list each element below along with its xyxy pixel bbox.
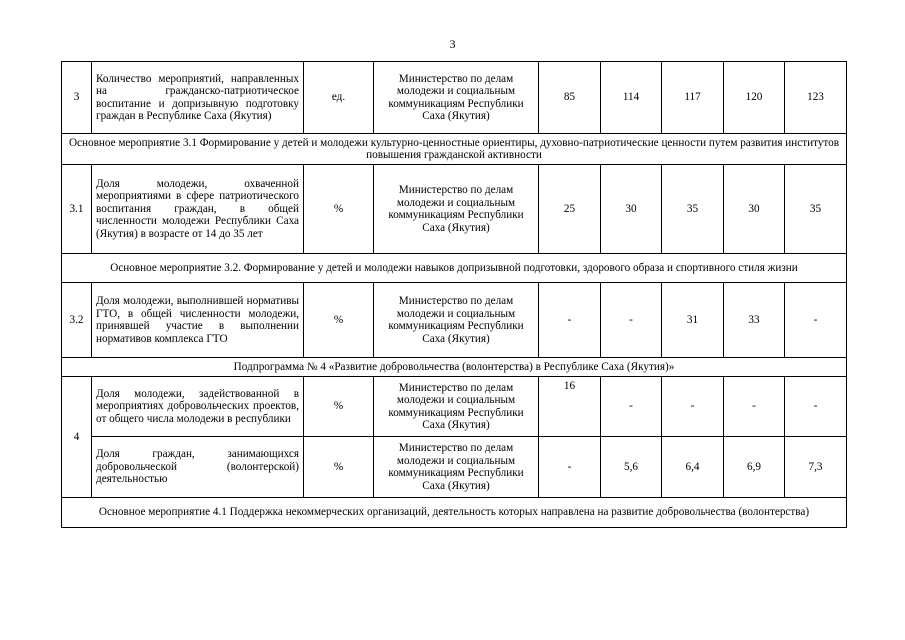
value-cell: 114 bbox=[601, 62, 662, 134]
value-cell: 117 bbox=[662, 62, 724, 134]
unit-cell: % bbox=[304, 437, 374, 498]
table-row bbox=[62, 283, 847, 358]
unit-cell: % bbox=[304, 165, 374, 254]
row-index: 3.2 bbox=[62, 283, 92, 358]
value-cell: 30 bbox=[601, 165, 662, 254]
value-cell: 120 bbox=[724, 62, 785, 134]
value-cell: - bbox=[601, 377, 662, 437]
indicator-description: Доля молодежи, охваченной мероприятиями в сфере патриотического воспитания граждан, в общей численности молодежи Республики Саха (Якутия) в возрасте от 14 до 35 лет bbox=[92, 165, 304, 254]
ministry-cell: Министерство по делам молодежи и социальным коммуникациям Республики Саха (Якутия) bbox=[374, 437, 539, 498]
value-cell: 85 bbox=[539, 62, 601, 134]
section-title: Основное мероприятие 3.1 Формирование у детей и молодежи культурно-ценностные ориентиры, духовно-патриотические ценности путем развития институтов повышения гражданской активности bbox=[62, 134, 847, 165]
section-row bbox=[62, 254, 847, 283]
value-cell: - bbox=[785, 283, 847, 358]
value-cell: 33 bbox=[724, 283, 785, 358]
row-index: 4 bbox=[62, 377, 92, 498]
row-index: 3 bbox=[62, 62, 92, 134]
section-row bbox=[62, 498, 847, 528]
value-cell: - bbox=[539, 437, 601, 498]
table-row bbox=[62, 377, 847, 437]
value-cell: 6,4 bbox=[662, 437, 724, 498]
section-title: Основное мероприятие 4.1 Поддержка некоммерческих организаций, деятельность которых направлена на развитие добровольчества (волонтерства) bbox=[62, 498, 847, 528]
value-cell: - bbox=[785, 377, 847, 437]
table-row bbox=[62, 62, 847, 134]
subprogram-title: Подпрограмма № 4 «Развитие добровольчества (волонтерства) в Республике Саха (Якутия)» bbox=[62, 358, 847, 377]
value-cell: 16 bbox=[539, 377, 601, 437]
value-cell: 123 bbox=[785, 62, 847, 134]
unit-cell: ед. bbox=[304, 62, 374, 134]
value-cell: 25 bbox=[539, 165, 601, 254]
unit-cell: % bbox=[304, 283, 374, 358]
table-row bbox=[62, 437, 847, 498]
value-cell: 7,3 bbox=[785, 437, 847, 498]
ministry-cell: Министерство по делам молодежи и социальным коммуникациям Республики Саха (Якутия) bbox=[374, 62, 539, 134]
indicator-description: Доля граждан, занимающихся добровольческой (волонтерской) деятельностью bbox=[92, 437, 304, 498]
value-cell: - bbox=[539, 283, 601, 358]
unit-cell: % bbox=[304, 377, 374, 437]
value-cell: 5,6 bbox=[601, 437, 662, 498]
value-cell: 31 bbox=[662, 283, 724, 358]
value-cell: - bbox=[601, 283, 662, 358]
table-row bbox=[62, 165, 847, 254]
ministry-cell: Министерство по делам молодежи и социальным коммуникациям Республики Саха (Якутия) bbox=[374, 165, 539, 254]
row-index: 3.1 bbox=[62, 165, 92, 254]
indicators-table bbox=[61, 61, 847, 528]
ministry-cell: Министерство по делам молодежи и социальным коммуникациям Республики Саха (Якутия) bbox=[374, 283, 539, 358]
section-row bbox=[62, 134, 847, 165]
page-number: 3 bbox=[449, 37, 456, 51]
value-cell: 30 bbox=[724, 165, 785, 254]
indicator-description: Доля молодежи, выполнившей нормативы ГТО, в общей численности молодежи, принявшей участие в выполнении нормативов комплекса ГТО bbox=[92, 283, 304, 358]
value-cell: - bbox=[662, 377, 724, 437]
value-cell: 35 bbox=[785, 165, 847, 254]
value-cell: 6,9 bbox=[724, 437, 785, 498]
indicator-description: Доля молодежи, задействованной в мероприятиях добровольческих проектов, от общего числа молодежи в республики bbox=[92, 377, 304, 437]
indicator-description: Количество мероприятий, направленных на гражданско-патриотическое воспитание и допризывную подготовку граждан в Республике Саха (Якутия) bbox=[92, 62, 304, 134]
value-cell: 35 bbox=[662, 165, 724, 254]
section-row bbox=[62, 358, 847, 377]
ministry-cell: Министерство по делам молодежи и социальным коммуникациям Республики Саха (Якутия) bbox=[374, 377, 539, 437]
value-cell: - bbox=[724, 377, 785, 437]
section-title: Основное мероприятие 3.2. Формирование у детей и молодежи навыков допризывной подготовки, здорового образа и спортивного стиля жизни bbox=[62, 254, 847, 283]
